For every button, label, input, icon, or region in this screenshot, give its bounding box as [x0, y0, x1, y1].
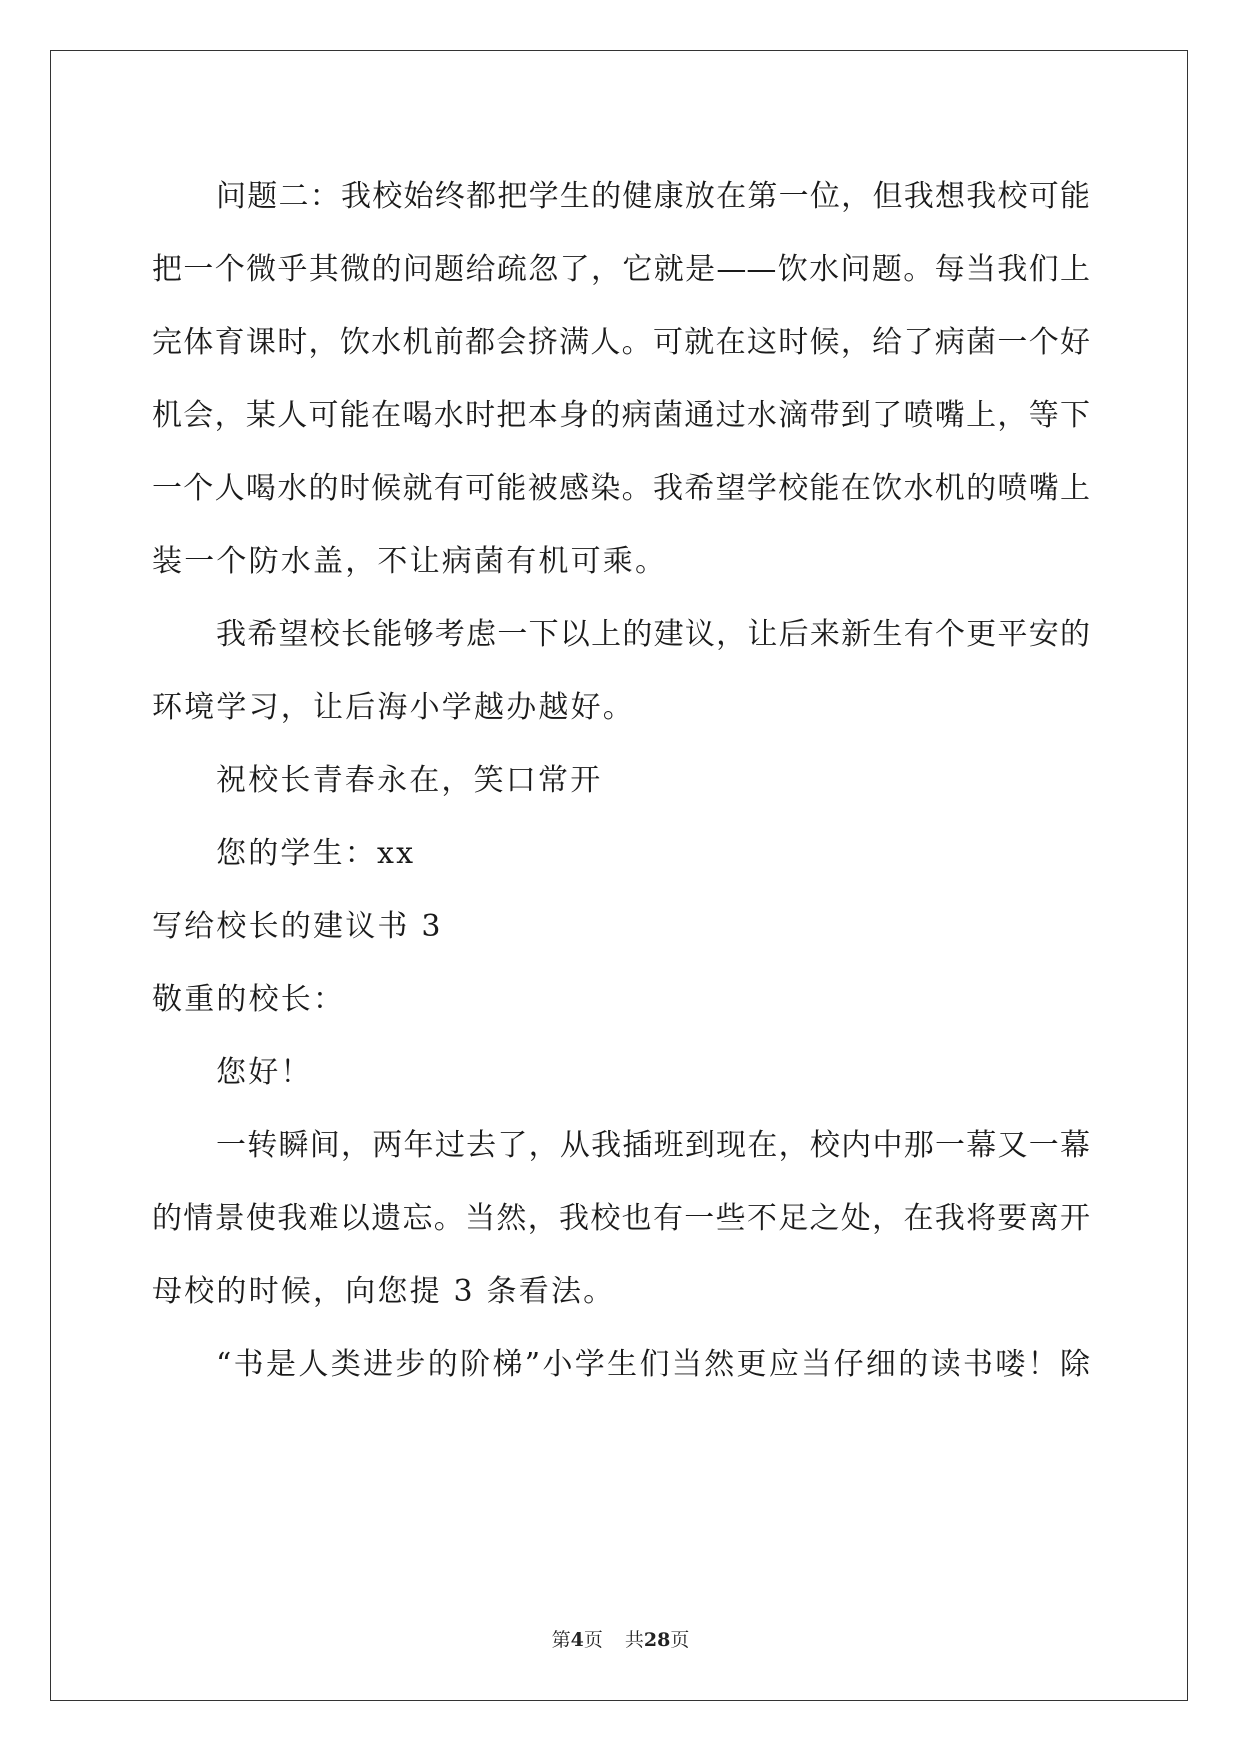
closing-wish: 祝校长青春永在，笑口常开 [216, 763, 603, 798]
signature: 您的学生：xx [216, 836, 416, 871]
paragraph-line: 把一个微乎其微的问题给疏忽了，它就是——饮水问题。每当我们上 [152, 252, 1090, 287]
paragraph-line: 一个人喝水的时候就有可能被感染。我希望学校能在饮水机的喷嘴上 [152, 471, 1090, 506]
paragraph-line: 的情景使我难以遗忘。当然，我校也有一些不足之处，在我将要离开 [152, 1201, 1090, 1236]
paragraph-line: 母校的时候，向您提 3 条看法。 [152, 1274, 616, 1309]
page-footer [0, 1628, 1241, 1652]
paragraph-line: 一转瞬间，两年过去了，从我插班到现在，校内中那一幕又一幕 [216, 1128, 1090, 1163]
current-page-number: 4 [570, 1629, 584, 1651]
salutation: 敬重的校长： [152, 982, 346, 1017]
footer-prefix: 第 [551, 1629, 571, 1651]
paragraph-line: 我希望校长能够考虑一下以上的建议，让后来新生有个更平安的 [216, 617, 1090, 652]
paragraph-line: 环境学习，让后海小学越办越好。 [152, 690, 635, 725]
total-pages-number: 28 [643, 1629, 671, 1651]
paragraph-line: “书是人类进步的阶梯”小学生们当然更应当仔细的读书喽！除 [216, 1347, 1090, 1382]
footer-total-suffix: 页 [670, 1629, 690, 1651]
document-body [152, 160, 1090, 1401]
paragraph-line: 完体育课时，饮水机前都会挤满人。可就在这时候，给了病菌一个好 [152, 325, 1090, 360]
section-heading: 写给校长的建议书 3 [152, 909, 443, 944]
paragraph-line: 装一个防水盖，不让病菌有机可乘。 [152, 544, 668, 579]
footer-page-suffix: 页 [583, 1629, 603, 1651]
paragraph-line: 问题二：我校始终都把学生的健康放在第一位，但我想我校可能 [216, 179, 1090, 214]
footer-total-prefix: 共 [624, 1629, 644, 1651]
paragraph-line: 机会，某人可能在喝水时把本身的病菌通过水滴带到了喷嘴上，等下 [152, 398, 1090, 433]
greeting: 您好！ [216, 1055, 313, 1090]
